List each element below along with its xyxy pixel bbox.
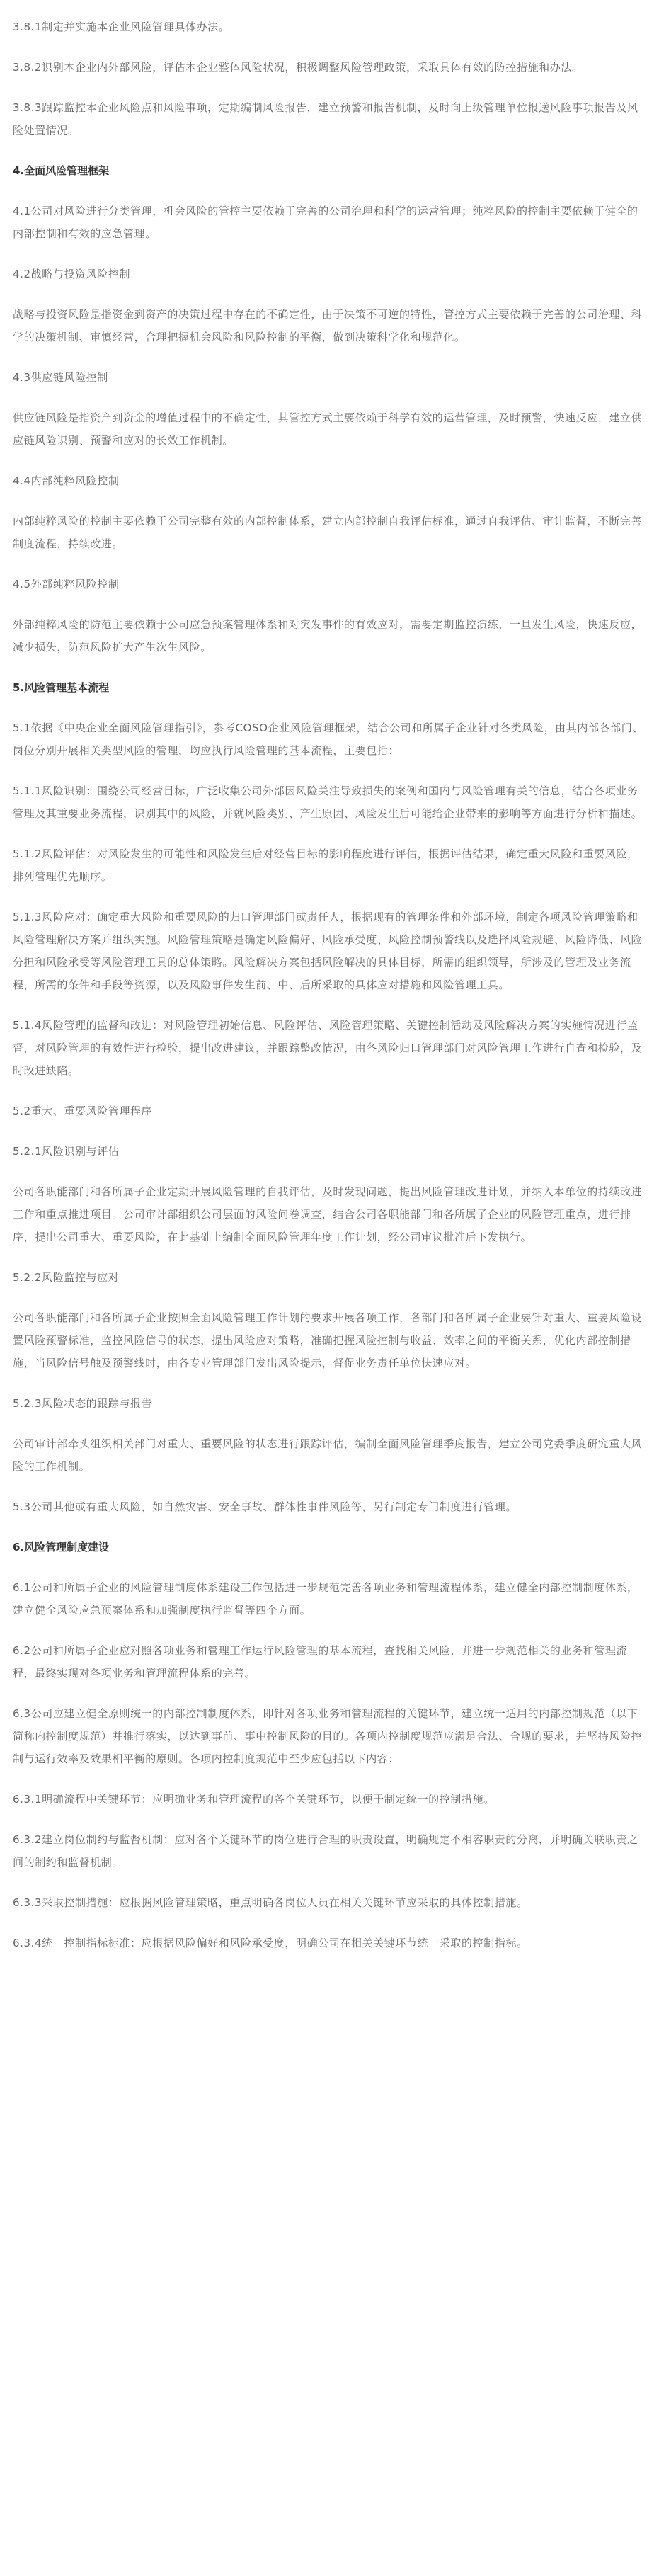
paragraph: 4.2战略与投资风险控制 bbox=[13, 268, 131, 280]
paragraph: 内部纯粹风险的控制主要依赖于公司完整有效的内部控制体系，建立内部控制自我评估标准，通过自我评估、审计监督，不断完善制度流程，持续改进。 bbox=[13, 515, 643, 550]
paragraph: 5.2.1风险识别与评估 bbox=[13, 1145, 120, 1158]
paragraph: 4.3供应链风险控制 bbox=[13, 371, 108, 384]
paragraph: 5.1.3风险应对：确定重大风险和重要风险的归口管理部门或责任人，根据现有的管理条件和外部环境，制定各项风险管理策略和风险管理解决方案并组织实施。风险管理策略是确定风险偏好、风险承受度、风险控制预警线以及选择风险规避、风险降低、风险分担和风险承受等风险管理工具的总体策略。风险解决方案包括风险解决的具体目标，所需的组织领导，所涉及的管理及业务流程，所需的条件和手段等资源，以及风险事件发生前、中、后所采取的具体应对措施和风险管理工具。 bbox=[13, 911, 643, 991]
paragraph: 6.3.1明确流程中关键环节：应明确业务和管理流程的各个关键环节，以便于制定统一的控制措施。 bbox=[13, 1793, 495, 1806]
paragraph: 6.1公司和所属子企业的风险管理制度体系建设工作包括进一步规范完善各项业务和管理流程体系，建立健全内部控制制度体系，建立健全风险应急预案体系和加强制度执行监督等四个方面。 bbox=[13, 1581, 638, 1617]
paragraph: 5.2.3风险状态的跟踪与报告 bbox=[13, 1397, 153, 1410]
paragraph: 6.2公司和所属子企业应对照各项业务和管理工作运行风险管理的基本流程，查找相关风险，并进一步规范相关的业务和管理流程，最终实现对各项业务和管理流程体系的完善。 bbox=[13, 1644, 628, 1680]
paragraph: 供应链风险是指资产到资金的增值过程中的不确定性，其管控方式主要依赖于科学有效的运营管理，及时预警，快速反应，建立供应链风险识别、预警和应对的长效工作机制。 bbox=[13, 411, 643, 447]
paragraph: 5.2重大、重要风险管理程序 bbox=[13, 1105, 153, 1117]
paragraph: 3.8.2识别本企业内外部风险，评估本企业整体风险状况，积极调整风险管理政策，采取具体有效的防控措施和办法。 bbox=[13, 61, 583, 74]
paragraph: 5.1.2风险评估：对风险发生的可能性和风险发生后对经营目标的影响程度进行评估，根据评估结果，确定重大风险和重要风险，排列管理优先顺序。 bbox=[13, 848, 638, 883]
section-heading: 5.风险管理基本流程 bbox=[13, 681, 110, 694]
paragraph: 5.1依据《中央企业全面风险管理指引》，参考COSO企业风险管理框架，结合公司和所属子企业针对各类风险，由其内部各部门、岗位分别开展相关类型风险的管理，均应执行风险管理的基本流程，主要包括： bbox=[13, 722, 643, 757]
paragraph: 5.1.1风险识别：围绕公司经营目标，广泛收集公司外部因风险关注导致损失的案例和国内与风险管理有关的信息，结合各项业务管理及其重要业务流程，识别其中的风险，并就风险类别、产生原因、风险发生后可能给企业带来的影响等方面进行分析和描述。 bbox=[13, 785, 643, 820]
paragraph: 4.1公司对风险进行分类管理，机会风险的管控主要依赖于完善的公司治理和科学的运营管理；纯粹风险的控制主要依赖于健全的内部控制和有效的应急管理。 bbox=[13, 205, 638, 240]
paragraph: 公司各职能部门和各所属子企业按照全面风险管理工作计划的要求开展各项工作，各部门和各所属子企业要针对重大、重要风险设置风险预警标准，监控风险信号的状态，提出风险应对策略，准确把握风险控制与收益、效率之间的平衡关系，优化内部控制措施，当风险信号触及预警线时，由各专业管理部门发出风险提示，督促业务责任单位快速应对。 bbox=[13, 1311, 643, 1369]
paragraph: 4.4内部纯粹风险控制 bbox=[13, 474, 120, 487]
paragraph: 公司审计部牵头组织相关部门对重大、重要风险的状态进行跟踪评估，编制全面风险管理季度报告，建立公司党委季度研究重大风险的工作机制。 bbox=[13, 1437, 643, 1473]
paragraph: 5.3公司其他或有重大风险，如自然灾害、安全事故、群体性事件风险等，另行制定专门制度进行管理。 bbox=[13, 1500, 517, 1513]
paragraph: 6.3.2建立岗位制约与监督机制：应对各个关键环节的岗位进行合理的职责设置，明确规定不相容职责的分离，并明确关联职责之间的制约和监督机制。 bbox=[13, 1833, 638, 1869]
paragraph: 6.3.4统一控制指标标准：应根据风险偏好和风险承受度，明确公司在相关关键环节统一采取的控制指标。 bbox=[13, 1937, 528, 1949]
paragraph: 公司各职能部门和各所属子企业定期开展风险管理的自我评估，及时发现问题，提出风险管理改进计划，并纳入本单位的持续改进工作和重点推进项目。公司审计部组织公司层面的风险问卷调查，结合公司各职能部门和各所属子企业的风险管理重点，进行排序，提出公司重大、重要风险，在此基础上编制全面风险管理年度工作计划，经公司审议批准后下发执行。 bbox=[13, 1185, 643, 1243]
paragraph: 6.3公司应建立健全原则统一的内部控制制度体系，即针对各项业务和管理流程的关键环节，建立统一适用的内部控制规范（以下简称内控制度规范）并推行落实，以达到事前、事中控制风险的目的。各项内控制度规范应满足合法、合规的要求，并坚持风险控制与运行效率及效果相平衡的原则。各项内控制度规范中至少应包括以下内容： bbox=[13, 1707, 643, 1765]
paragraph: 6.3.3采取控制措施：应根据风险管理策略，重点明确各岗位人员在相关关键环节应采取的具体控制措施。 bbox=[13, 1896, 528, 1909]
section-heading: 4.全面风险管理框架 bbox=[13, 164, 110, 177]
paragraph: 3.8.1制定并实施本企业风险管理具体办法。 bbox=[13, 21, 230, 33]
paragraph: 4.5外部纯粹风险控制 bbox=[13, 578, 120, 591]
paragraph: 外部纯粹风险的防范主要依赖于公司应急预案管理体系和对突发事件的有效应对，需要定期监控演练，一旦发生风险，快速反应，减少损失，防范风险扩大产生次生风险。 bbox=[13, 618, 643, 654]
paragraph: 战略与投资风险是指资金到资产的决策过程中存在的不确定性，由于决策不可逆的特性，管控方式主要依赖于完善的公司治理、科学的决策机制、审慎经营，合理把握机会风险和风险控制的平衡，做到决策科学化和规范化。 bbox=[13, 308, 643, 343]
paragraph: 5.1.4风险管理的监督和改进：对风险管理初始信息、风险评估、风险管理策略、关键控制活动及风险解决方案的实施情况进行监督，对风险管理的有效性进行检验，提出改进建议，并跟踪整改情况，由各风险归口管理部门对风险管理工作进行自查和检验，及时改进缺陷。 bbox=[13, 1019, 643, 1077]
paragraph: 3.8.3跟踪监控本企业风险点和风险事项，定期编制风险报告，建立预警和报告机制，及时向上级管理单位报送风险事项报告及风险处置情况。 bbox=[13, 101, 638, 137]
section-heading: 6.风险管理制度建设 bbox=[13, 1541, 110, 1554]
paragraph: 5.2.2风险监控与应对 bbox=[13, 1271, 120, 1284]
